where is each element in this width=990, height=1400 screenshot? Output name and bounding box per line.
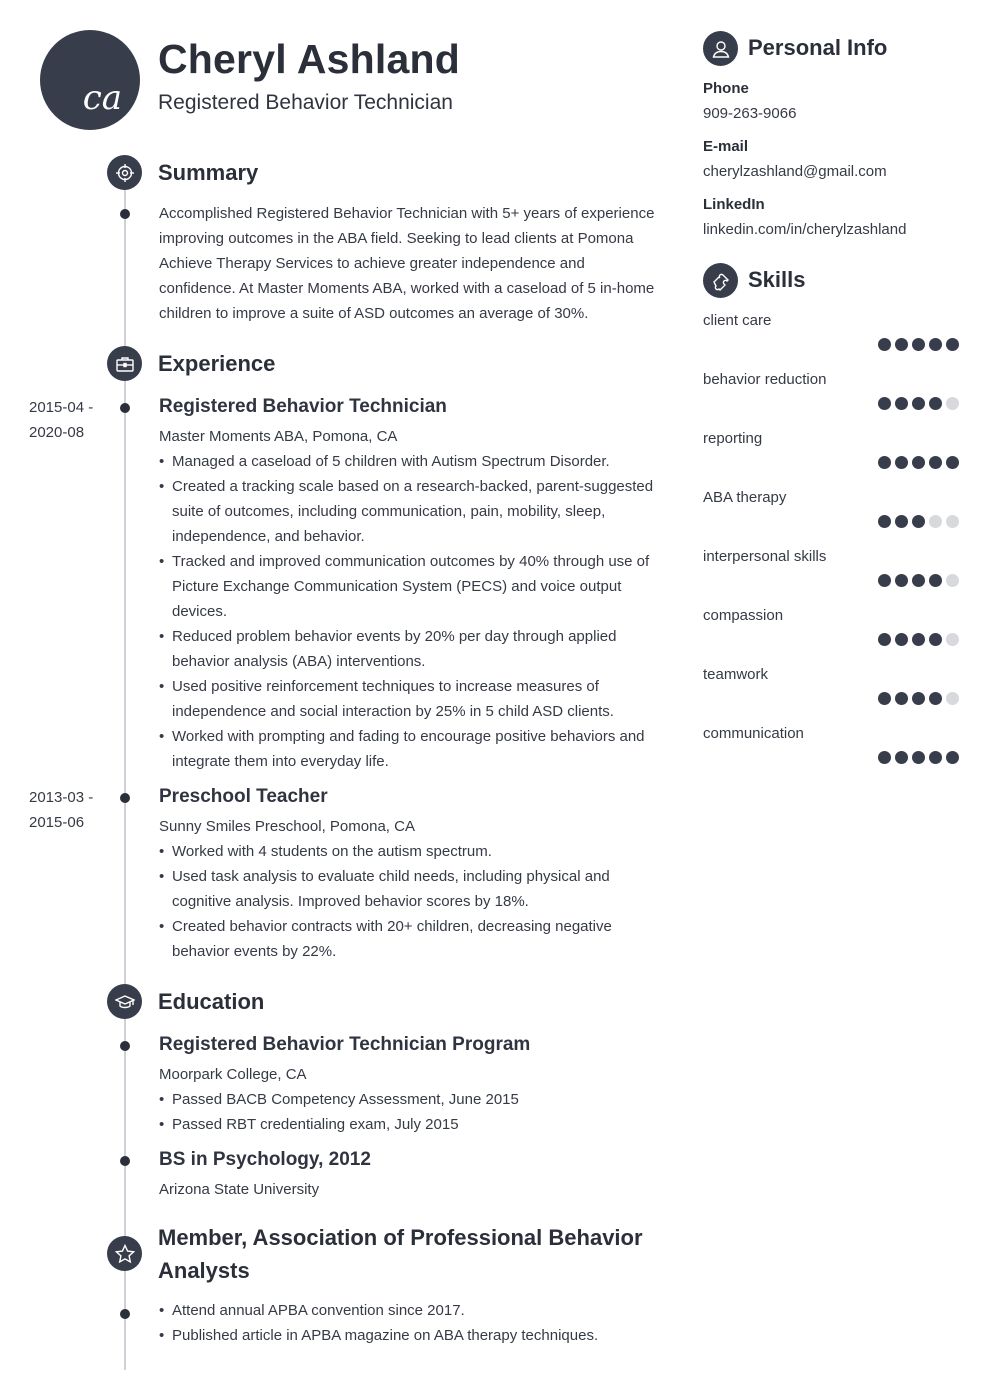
membership-heading: Member, Association of Professional Behavior Analysts <box>158 1225 643 1283</box>
rating-dot-empty <box>946 633 959 646</box>
timeline-dot <box>120 1309 130 1319</box>
skill-name: ABA therapy <box>703 489 787 506</box>
job-date <box>29 395 109 445</box>
job-date-end: 2015-06 <box>29 814 85 831</box>
skill-item <box>703 725 959 777</box>
rating-dot-filled <box>895 574 908 587</box>
bullet-item: • Published article in APBA magazine on ABA therapy techniques. <box>159 1323 659 1348</box>
rating-dot-filled <box>929 751 942 764</box>
job-title: Registered Behavior Technician <box>159 396 447 417</box>
job-date <box>29 785 109 835</box>
rating-dot-filled <box>912 338 925 351</box>
phone-label: Phone <box>703 80 749 97</box>
education-bullets <box>159 1087 659 1137</box>
skill-name: teamwork <box>703 666 769 683</box>
monogram-avatar <box>40 30 140 130</box>
summary-heading: Summary <box>158 160 259 185</box>
skill-item <box>703 430 959 482</box>
skill-name: communication <box>703 725 804 742</box>
experience-heading: Experience <box>158 351 276 376</box>
rating-dot-filled <box>895 338 908 351</box>
rating-dot-filled <box>946 338 959 351</box>
skill-name: behavior reduction <box>703 371 827 388</box>
rating-dot-empty <box>929 515 942 528</box>
bullet-item: • Used task analysis to evaluate child needs, including physical and cognitive analysis. Improved behavior scores by 18%. <box>159 864 659 914</box>
rating-dot-empty <box>946 692 959 705</box>
personal-info-heading: Personal Info <box>748 35 888 60</box>
rating-dot-filled <box>895 456 908 469</box>
job-date-start: 2013-03 - <box>29 789 94 806</box>
degree-title: BS in Psychology, 2012 <box>159 1149 371 1170</box>
briefcase-icon <box>107 346 142 381</box>
rating-dot-filled <box>878 515 891 528</box>
rating-dot-filled <box>912 633 925 646</box>
skill-rating <box>878 338 959 351</box>
skill-name: interpersonal skills <box>703 548 827 565</box>
skill-item <box>703 489 959 541</box>
rating-dot-filled <box>929 338 942 351</box>
skill-rating <box>878 397 959 410</box>
skill-name: reporting <box>703 430 763 447</box>
job-title: Preschool Teacher <box>159 786 328 807</box>
timeline-dot <box>120 793 130 803</box>
phone-value: 909-263-9066 <box>703 105 797 122</box>
rating-dot-filled <box>878 633 891 646</box>
rating-dot-filled <box>929 692 942 705</box>
skill-rating <box>878 515 959 528</box>
school-name: Moorpark College, CA <box>159 1066 307 1083</box>
skill-rating <box>878 751 959 764</box>
job-entry <box>159 785 659 964</box>
bullet-item: • Reduced problem behavior events by 20% per day through applied behavior analysis (ABA) interventions. <box>159 624 659 674</box>
summary-text: Accomplished Registered Behavior Technician with 5+ years of experience improving outcomes in the ABA field. Seeking to lead clients at Pomona Achieve Therapy Services to achieve greater independence and confidence. At Master Moments ABA, worked with a caseload of 5 in-home children to improve a suite of ASD outcomes an average of 30%. <box>159 205 655 322</box>
person-icon <box>703 31 738 66</box>
rating-dot-filled <box>895 397 908 410</box>
skill-rating <box>878 692 959 705</box>
bullet-item: • Created behavior contracts with 20+ children, decreasing negative behavior events by 22%. <box>159 914 659 964</box>
degree-title: Registered Behavior Technician Program <box>159 1034 531 1055</box>
bullet-item: • Passed RBT credentialing exam, July 2015 <box>159 1112 659 1137</box>
timeline-dot <box>120 209 130 219</box>
membership-bullets <box>159 1298 659 1348</box>
rating-dot-empty <box>946 574 959 587</box>
skill-item <box>703 312 959 364</box>
job-bullets <box>159 839 659 964</box>
membership-entry <box>159 1298 659 1348</box>
email-value[interactable]: cherylzashland@gmail.com <box>703 163 887 180</box>
skill-name: client care <box>703 312 772 329</box>
rating-dot-filled <box>929 397 942 410</box>
bullet-item: • Managed a caseload of 5 children with Autism Spectrum Disorder. <box>159 449 659 474</box>
skill-rating <box>878 633 959 646</box>
skill-item <box>703 607 959 659</box>
rating-dot-filled <box>895 633 908 646</box>
skill-name: compassion <box>703 607 784 624</box>
timeline-dot <box>120 403 130 413</box>
rating-dot-filled <box>895 751 908 764</box>
target-icon <box>107 155 142 190</box>
education-entry <box>159 1033 659 1137</box>
rating-dot-filled <box>912 456 925 469</box>
rating-dot-filled <box>895 515 908 528</box>
skill-rating <box>878 574 959 587</box>
rating-dot-filled <box>895 692 908 705</box>
rating-dot-filled <box>946 456 959 469</box>
job-company: Sunny Smiles Preschool, Pomona, CA <box>159 818 415 835</box>
job-bullets <box>159 449 659 774</box>
rating-dot-filled <box>912 574 925 587</box>
rating-dot-filled <box>878 574 891 587</box>
rating-dot-filled <box>912 751 925 764</box>
bullet-item: • Worked with prompting and fading to encourage positive behaviors and integrate them into everyday life. <box>159 724 659 774</box>
bullet-item: • Tracked and improved communication outcomes by 40% through use of Picture Exchange Communication System (PECS) and voice output devices. <box>159 549 659 624</box>
job-date-end: 2020-08 <box>29 424 85 441</box>
rating-dot-filled <box>929 456 942 469</box>
linkedin-value[interactable]: linkedin.com/in/cherylzashland <box>703 221 907 238</box>
star-icon <box>107 1236 142 1271</box>
graduation-cap-icon <box>107 984 142 1019</box>
skill-item <box>703 666 959 718</box>
rating-dot-filled <box>878 456 891 469</box>
bullet-item: • Passed BACB Competency Assessment, June 2015 <box>159 1087 659 1112</box>
timeline-dot <box>120 1041 130 1051</box>
rating-dot-filled <box>929 574 942 587</box>
rating-dot-filled <box>878 397 891 410</box>
monogram-text: ca <box>82 78 122 118</box>
timeline-dot <box>120 1156 130 1166</box>
skill-rating <box>878 456 959 469</box>
rating-dot-filled <box>878 751 891 764</box>
rating-dot-filled <box>878 338 891 351</box>
linkedin-label: LinkedIn <box>703 196 765 213</box>
education-heading: Education <box>158 989 265 1014</box>
bullet-item: • Worked with 4 students on the autism spectrum. <box>159 839 659 864</box>
rating-dot-filled <box>912 515 925 528</box>
bullet-item: • Attend annual APBA convention since 2017. <box>159 1298 659 1323</box>
rating-dot-empty <box>946 515 959 528</box>
rating-dot-filled <box>912 692 925 705</box>
candidate-title: Registered Behavior Technician <box>158 91 453 114</box>
rating-dot-filled <box>912 397 925 410</box>
puzzle-piece-icon <box>703 263 738 298</box>
candidate-name: Cheryl Ashland <box>158 36 461 82</box>
email-label: E-mail <box>703 138 749 155</box>
rating-dot-filled <box>946 751 959 764</box>
job-date-start: 2015-04 - <box>29 399 94 416</box>
education-entry <box>159 1148 659 1202</box>
skills-heading: Skills <box>748 267 806 292</box>
job-entry <box>159 395 659 774</box>
job-company: Master Moments ABA, Pomona, CA <box>159 428 398 445</box>
rating-dot-empty <box>946 397 959 410</box>
school-name: Arizona State University <box>159 1181 320 1198</box>
rating-dot-filled <box>929 633 942 646</box>
bullet-item: • Created a tracking scale based on a research-backed, parent-suggested suite of outcomes, including communication, pain, mobility, sleep, independence, and behavior. <box>159 474 659 549</box>
rating-dot-filled <box>878 692 891 705</box>
skill-item <box>703 371 959 423</box>
skill-item <box>703 548 959 600</box>
bullet-item: • Used positive reinforcement techniques to increase measures of independence and social interaction by 25% in 5 child ASD clients. <box>159 674 659 724</box>
